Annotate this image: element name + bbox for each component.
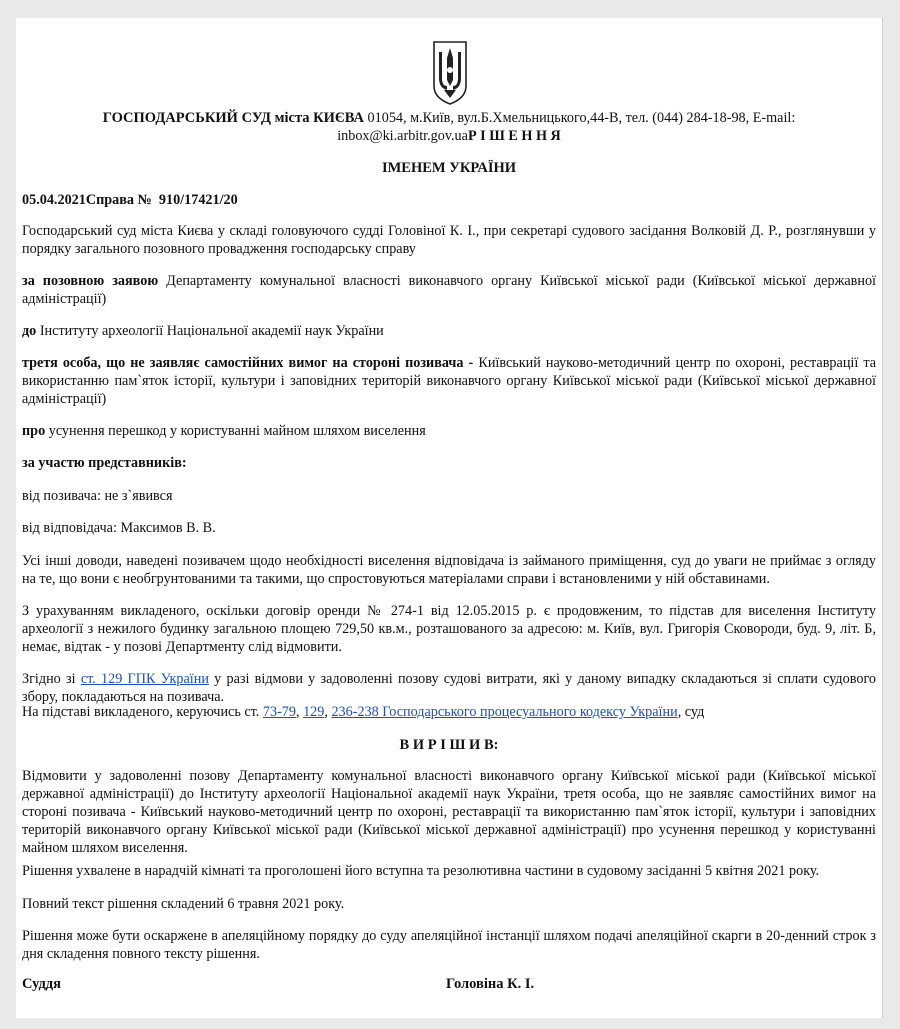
judge-role: Суддя: [22, 976, 61, 992]
law-link-236-238[interactable]: 236-238 Господарського процесуального кодексу України: [331, 704, 678, 720]
about-text: усунення перешкод у користуванні майном шляхом виселення: [48, 423, 426, 439]
law-link-129[interactable]: 129: [303, 704, 325, 720]
legal-basis-paragraph: На підставі викладеного, керуючись ст. 73-79, 129, 236-238 Господарського процесуального кодексу України, суд: [22, 704, 705, 720]
resolution-paragraph: Відмовити у задоволенні позову Департаменту комунальної власності виконавчого органу Київської міської ради (Київської міської державної адміністрації) до Інституту археології Національної академії наук України, третя особа, що не заявляє самостійних вимог на стороні позивача - Київський науково-методичний центр по охороні, реставрації та використанню пам`яток історії, культури і заповідних територій виконавчого органу Київської міської ради (Київської міської державної адміністрації) про усунення перешкод у користуванні майном шляхом виселення.: [22, 768, 876, 856]
to-label: до: [22, 323, 37, 339]
third-party-label: третя особа, що не заявляє самостійних вимог на стороні позивача -: [22, 355, 474, 371]
case-number: 910/17421/20: [158, 192, 238, 208]
claim-text: Департаменту комунальної власності виконавчого органу Київської міської ради (Київської міської державної адміністрації): [22, 273, 876, 307]
claim-label: за позовною заявою: [22, 273, 159, 289]
decision-heading: Р І Ш Е Н Н Я: [467, 128, 561, 144]
decision-date: 05.04.2021: [22, 192, 86, 208]
reasoning-paragraph-2: З урахуванням викладеного, оскільки договір оренди № 274-1 від 12.05.2015 р. є продовженим, то підстав для виселення Інституту археології з нежилого будинку загальною площею 729,50 кв.м., розташованого за адресою: м. Київ, вул. Григорія Сковороди, буд. 9, літ. Б, немає, відтак - у позові Департменту слід відмовити.: [22, 603, 876, 655]
law-link-art-129[interactable]: ст. 129 ГПК України: [80, 671, 209, 687]
third-party-paragraph: [22, 354, 876, 408]
defendant-representative: від відповідача: Максимов В. В.: [22, 520, 216, 536]
court-header: [22, 109, 876, 145]
to-text: Інституту археології Національної академії наук України: [39, 323, 384, 339]
case-label: Справа №: [85, 192, 152, 208]
costs-pre: Згідно зі: [22, 671, 76, 687]
judge-name: Головіна К. І.: [446, 976, 535, 992]
intro-paragraph: Господарський суд міста Києва у складі головуючого судді Головіної К. І., при секретарі судового засідання Волковій Д. Р., розглянувши у порядку загального позовного провадження господарську справу: [22, 223, 876, 257]
third-party-text: Київський науково-методичний центр по охороні, реставрації та використанню пам`яток історії, культури і заповідних територій виконавчого органу Київської міської ради (Київської міської державної адміністрації): [22, 355, 877, 407]
document-page: [16, 18, 883, 1018]
decided-heading: В И Р І Ш И В:: [399, 737, 499, 753]
reasoning-paragraph-1: Усі інші доводи, наведені позивачем щодо необхідності виселення відповідача із займаного приміщення, суд до уваги не приймає з огляду на те, що вони є необгрунтованими та такими, що спростовуються матеріалами справи і встановленими у ній обставинами.: [22, 553, 876, 587]
law-link-73-79[interactable]: 73-79: [262, 704, 296, 720]
case-line: [22, 191, 876, 209]
claim-paragraph: [22, 272, 876, 308]
announcement-paragraph: Рішення ухвалене в нарадчій кімнаті та проголошені його вступна та резолютивна частини в судовому засіданні 5 квітня 2021 року.: [22, 863, 820, 879]
court-email: inbox@ki.arbitr.gov.ua: [337, 128, 468, 144]
legal-basis-pre: На підставі викладеного, керуючись ст.: [22, 704, 260, 720]
in-the-name-heading: ІМЕНЕМ УКРАЇНИ: [381, 160, 517, 176]
coat-of-arms-icon: [432, 40, 468, 106]
plaintiff-representative: від позивача: не з`явився: [22, 488, 173, 504]
full-text-date-paragraph: Повний текст рішення складений 6 травня 2021 року.: [22, 896, 345, 912]
legal-basis-post: , суд: [677, 704, 705, 720]
subject-paragraph: [22, 422, 876, 440]
costs-post: у разі відмови у задоволенні позову судові витрати, які у даному випадку складаються зі сплати судового збору, покладаються на позивача.: [22, 671, 877, 705]
court-address: 01054, м.Київ, вул.Б.Хмельницького,44-В, тел. (044) 284-18-98, E-mail:: [367, 110, 796, 126]
defendant-paragraph: [22, 322, 876, 340]
about-label: про: [22, 423, 46, 439]
participation-heading: за участю представників:: [22, 455, 187, 471]
appeal-paragraph: Рішення може бути оскаржене в апеляційному порядку до суду апеляційної інстанції шляхом подачі апеляційної скарги в 20-денний строк з дня складення повного тексту рішення.: [22, 928, 876, 962]
costs-paragraph: [22, 670, 876, 706]
court-name: ГОСПОДАРСЬКИЙ СУД міста КИЄВА: [102, 110, 364, 126]
